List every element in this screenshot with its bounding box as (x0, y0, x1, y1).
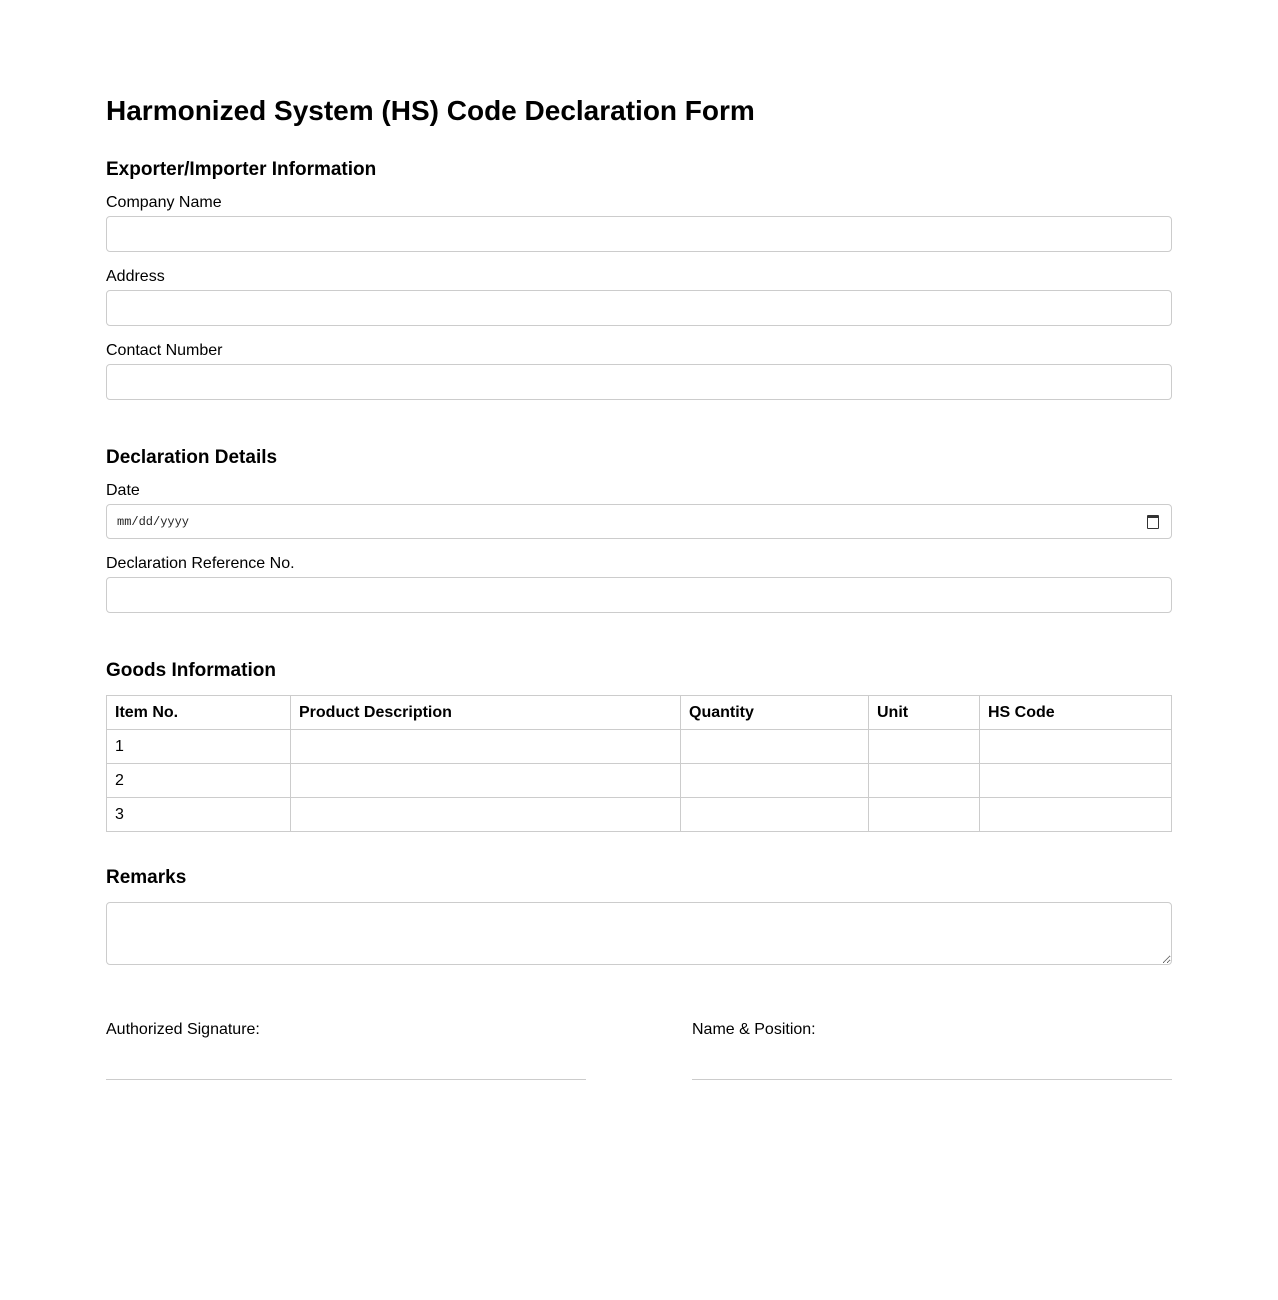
table-row (107, 764, 1172, 798)
reference-number-input[interactable] (106, 577, 1172, 613)
authorized-signature-line (106, 1079, 586, 1080)
section-heading-declaration: Declaration Details (106, 447, 278, 468)
item-no-cell: 1 (107, 730, 291, 764)
remarks-textarea[interactable] (106, 902, 1172, 965)
calendar-icon[interactable] (1147, 515, 1159, 529)
date-label: Date (106, 482, 140, 499)
unit-cell[interactable] (869, 730, 980, 764)
company-name-label: Company Name (106, 194, 222, 211)
name-position-line (692, 1079, 1172, 1080)
quantity-cell[interactable] (681, 798, 869, 832)
item-no-cell: 3 (107, 798, 291, 832)
section-heading-exporter: Exporter/Importer Information (106, 159, 377, 180)
column-header-hs-code: HS Code (980, 696, 1172, 730)
date-input[interactable] (106, 504, 1172, 539)
product-description-cell[interactable] (291, 764, 681, 798)
table-row (107, 798, 1172, 832)
date-placeholder: mm/dd/yyyy (117, 514, 190, 529)
item-no-cell: 2 (107, 764, 291, 798)
product-description-cell[interactable] (291, 798, 681, 832)
table-header-row (107, 696, 1172, 730)
section-heading-goods: Goods Information (106, 660, 276, 681)
hs-code-cell[interactable] (980, 764, 1172, 798)
hs-code-cell[interactable] (980, 798, 1172, 832)
quantity-cell[interactable] (681, 764, 869, 798)
contact-number-label: Contact Number (106, 342, 223, 359)
address-input[interactable] (106, 290, 1172, 326)
contact-number-input[interactable] (106, 364, 1172, 400)
quantity-cell[interactable] (681, 730, 869, 764)
reference-number-label: Declaration Reference No. (106, 555, 295, 572)
hs-code-cell[interactable] (980, 730, 1172, 764)
table-row (107, 730, 1172, 764)
column-header-product-description: Product Description (291, 696, 681, 730)
section-heading-remarks: Remarks (106, 867, 187, 888)
product-description-cell[interactable] (291, 730, 681, 764)
company-name-input[interactable] (106, 216, 1172, 252)
goods-table (106, 695, 1172, 832)
page-title: Harmonized System (HS) Code Declaration Form (106, 95, 755, 126)
column-header-item-no: Item No. (107, 696, 291, 730)
column-header-unit: Unit (869, 696, 980, 730)
address-label: Address (106, 268, 165, 285)
authorized-signature-label: Authorized Signature: (106, 1021, 260, 1038)
column-header-quantity: Quantity (681, 696, 869, 730)
name-position-label: Name & Position: (692, 1021, 816, 1038)
unit-cell[interactable] (869, 764, 980, 798)
unit-cell[interactable] (869, 798, 980, 832)
